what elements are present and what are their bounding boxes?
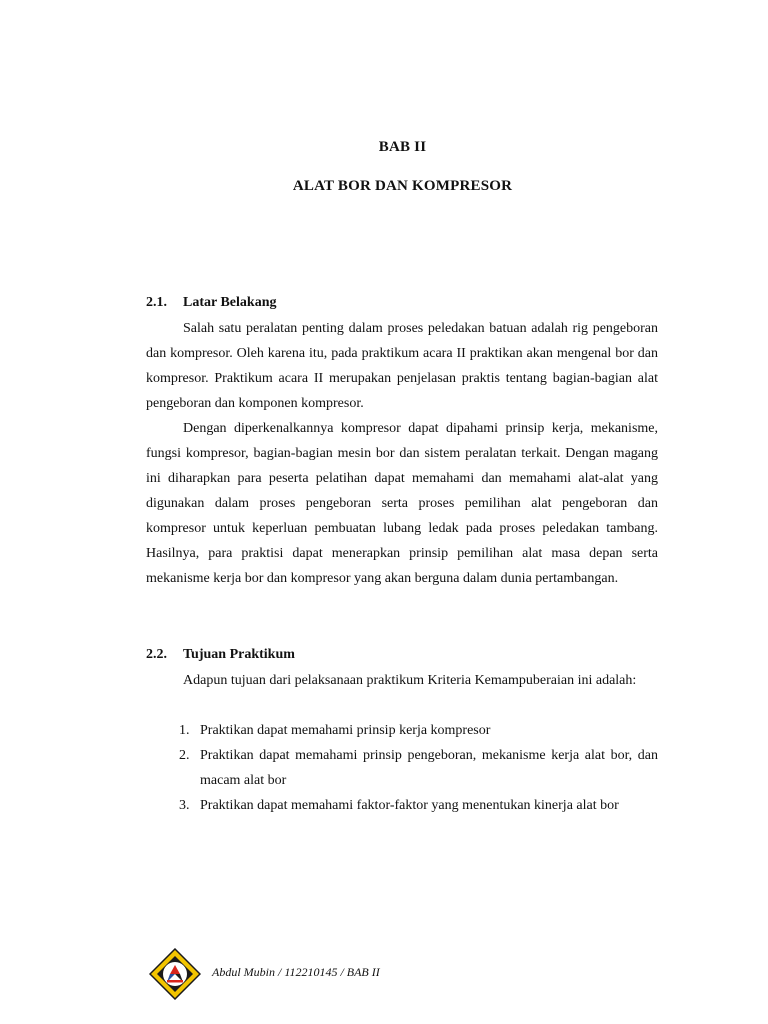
- paragraph: Dengan diperkenalkannya kompresor dapat dipahami prinsip kerja, mekanisme, fungsi kompresor, bagian-bagian mesin bor dan sistem peralatan terkait. Dengan magang ini diharapkan para peserta pelatihan dapat memahami dan memahami alat-alat yang digunakan dalam proses pengeboran serta proses pemilihan alat pengeboran dan kompresor untuk keperluan pembuatan lubang ledak pada proses peledakan tambang. Hasilnya, para praktisi dapat menerapkan prinsip pemilihan alat masa depan serta mekanisme kerja bor dan kompresor yang akan berguna dalam dunia pertambangan.: [146, 421, 658, 586]
- section-number: 2.1.: [146, 295, 167, 310]
- section-heading-tujuan-praktikum: [146, 647, 295, 663]
- university-emblem-icon: [149, 948, 201, 1000]
- list-item-text: Praktikan dapat memahami prinsip kerja kompresor: [200, 723, 491, 738]
- list-item-text: Praktikan dapat memahami faktor-faktor yang menentukan kinerja alat bor: [200, 798, 619, 813]
- list-item: [146, 718, 658, 743]
- list-item: [146, 793, 658, 818]
- footer-text: Abdul Mubin / 112210145 / BAB II: [212, 965, 380, 979]
- chapter-number: BAB II: [378, 139, 427, 155]
- list-marker: 2.: [179, 748, 190, 763]
- section-title: Tujuan Praktikum: [183, 647, 295, 662]
- list-marker: 3.: [179, 798, 190, 813]
- objectives-list: [146, 718, 658, 818]
- section-number: 2.2.: [146, 647, 167, 662]
- list-marker: 1.: [179, 723, 190, 738]
- list-item: [146, 743, 658, 793]
- section-title: Latar Belakang: [183, 295, 277, 310]
- paragraph: Adapun tujuan dari pelaksanaan praktikum Kriteria Kemampuberaian ini adalah:: [183, 673, 637, 688]
- section-heading-latar-belakang: [146, 295, 276, 311]
- list-item-text: Praktikan dapat memahami prinsip pengeboran, mekanisme kerja alat bor, dan macam alat bor: [200, 748, 658, 788]
- chapter-title: ALAT BOR DAN KOMPRESOR: [292, 178, 513, 194]
- paragraph: Salah satu peralatan penting dalam proses peledakan batuan adalah rig pengeboran dan kompresor. Oleh karena itu, pada praktikum acara II praktikan akan mengenal bor dan kompresor. Praktikum acara II merupakan penjelasan praktis tentang bagian-bagian alat pengeboran dan komponen kompresor.: [146, 321, 658, 411]
